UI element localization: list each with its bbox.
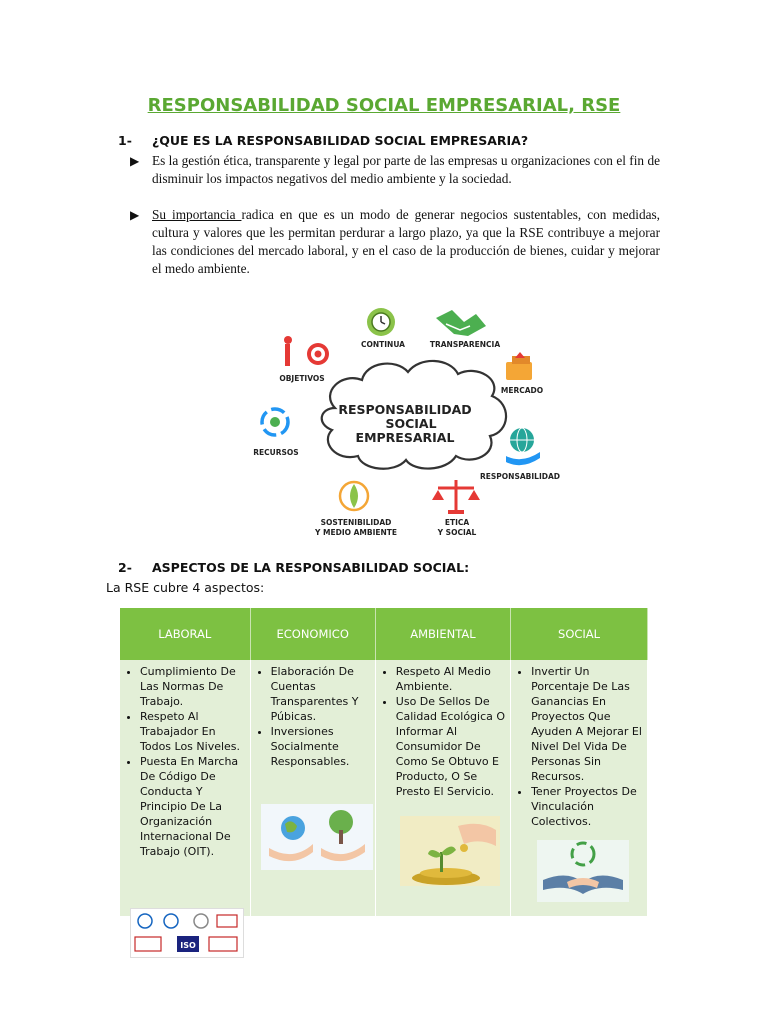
organizations-logos-image (130, 908, 244, 958)
label-continua: CONTINUA (360, 340, 406, 349)
definition-paragraph: Es la gestión ética, transparente y legal por parte de las empresas u organizaciones con el fin de disminuir los impactos negativos del medio ambiente y la sociedad. (152, 153, 660, 186)
header-economico: ECONOMICO (250, 608, 375, 660)
label-transparencia: TRANSPARENCIA (429, 340, 501, 349)
importance-paragraph: Su importancia radica en que es un modo de generar negocios sustentables, con medidas, cultura y valores que les permitan perdurar a largo plazo, ya que la RSE contribuye a mejorar las condiciones del mercado laboral, y en el caso de la producción de bienes, cuidar y mejorar el medo ambiente. (152, 207, 660, 276)
target-icon (284, 336, 329, 366)
list-item: • Cumplimiento De Las Normas De Trabajo. (140, 664, 246, 709)
rse-diagram (250, 300, 570, 545)
plant-coins-image (400, 816, 500, 886)
list-item: • Elaboración De Cuentas Transparentes Y Púbicas. (271, 664, 371, 724)
label-responsabilidad: RESPONSABILIDAD (480, 472, 560, 481)
balance-scale-icon (432, 480, 480, 514)
globe-hand-icon (506, 428, 540, 465)
recycle-icon (262, 409, 288, 435)
list-item: • Puesta En Marcha De Código De Conducta Y Principio De La Organización Internacional De Trabajo (OIT). (140, 754, 246, 859)
leaf-icon (340, 482, 368, 510)
section-1-heading: 1- ¿QUE ES LA RESPONSABILIDAD SOCIAL EMPRESARIA? (118, 133, 529, 148)
list-item: • Inversiones Socialmente Responsables. (271, 724, 371, 769)
cell-social (511, 660, 648, 916)
bullet-arrow-icon: ▶ (130, 154, 140, 168)
cell-economico (250, 660, 375, 916)
label-recursos: RECURSOS (253, 448, 299, 457)
cell-ambiental (375, 660, 510, 916)
list-item: • Respeto Al Medio Ambiente. (396, 664, 506, 694)
money-icon (506, 352, 532, 380)
handshake-icon (436, 310, 486, 336)
document-title: RESPONSABILIDAD SOCIAL EMPRESARIAL, RSE (147, 95, 621, 116)
label-mercado: MERCADO (500, 386, 544, 395)
clock-icon (367, 308, 395, 336)
recycle-handshake-image (537, 840, 629, 902)
section-2-intro: La RSE cubre 4 aspectos: (106, 580, 265, 595)
list-item: • Invertir Un Porcentaje De Las Ganancias En Proyectos Que Ayuden A Mejorar El Nivel Del Vida De Personas Sin Recursos. (531, 664, 643, 784)
label-objetivos: OBJETIVOS (279, 374, 325, 383)
list-item: • Tener Proyectos De Vinculación Colectivos. (531, 784, 643, 829)
aspects-table (120, 608, 648, 950)
cell-laboral (120, 660, 250, 950)
header-ambiental: AMBIENTAL (375, 608, 510, 660)
diagram-center-line1: RESPONSABILIDAD (338, 402, 472, 417)
bullet-arrow-icon: ▶ (130, 208, 140, 222)
label-etica-1: ETICA (444, 518, 470, 527)
diagram-center-line3: EMPRESARIAL (355, 430, 455, 445)
list-item: • Respeto Al Trabajador En Todos Los Niveles. (140, 709, 246, 754)
iso-logo-text: ISO (180, 941, 196, 950)
label-sostenibilidad-2: Y MEDIO AMBIENTE (314, 528, 398, 537)
header-laboral: LABORAL (120, 608, 250, 660)
header-social: SOCIAL (511, 608, 648, 660)
diagram-center-line2: SOCIAL (385, 416, 437, 431)
label-etica-2: Y SOCIAL (437, 528, 477, 537)
hands-earth-tree-image (261, 804, 373, 870)
label-sostenibilidad-1: SOSTENIBILIDAD (320, 518, 392, 527)
section-2-heading: 2- ASPECTOS DE LA RESPONSABILIDAD SOCIAL: (118, 560, 470, 575)
list-item: • Uso De Sellos De Calidad Ecológica O Informar Al Consumidor De Como Se Obtuvo E Producto, O Se Presto El Servicio. (396, 694, 506, 799)
